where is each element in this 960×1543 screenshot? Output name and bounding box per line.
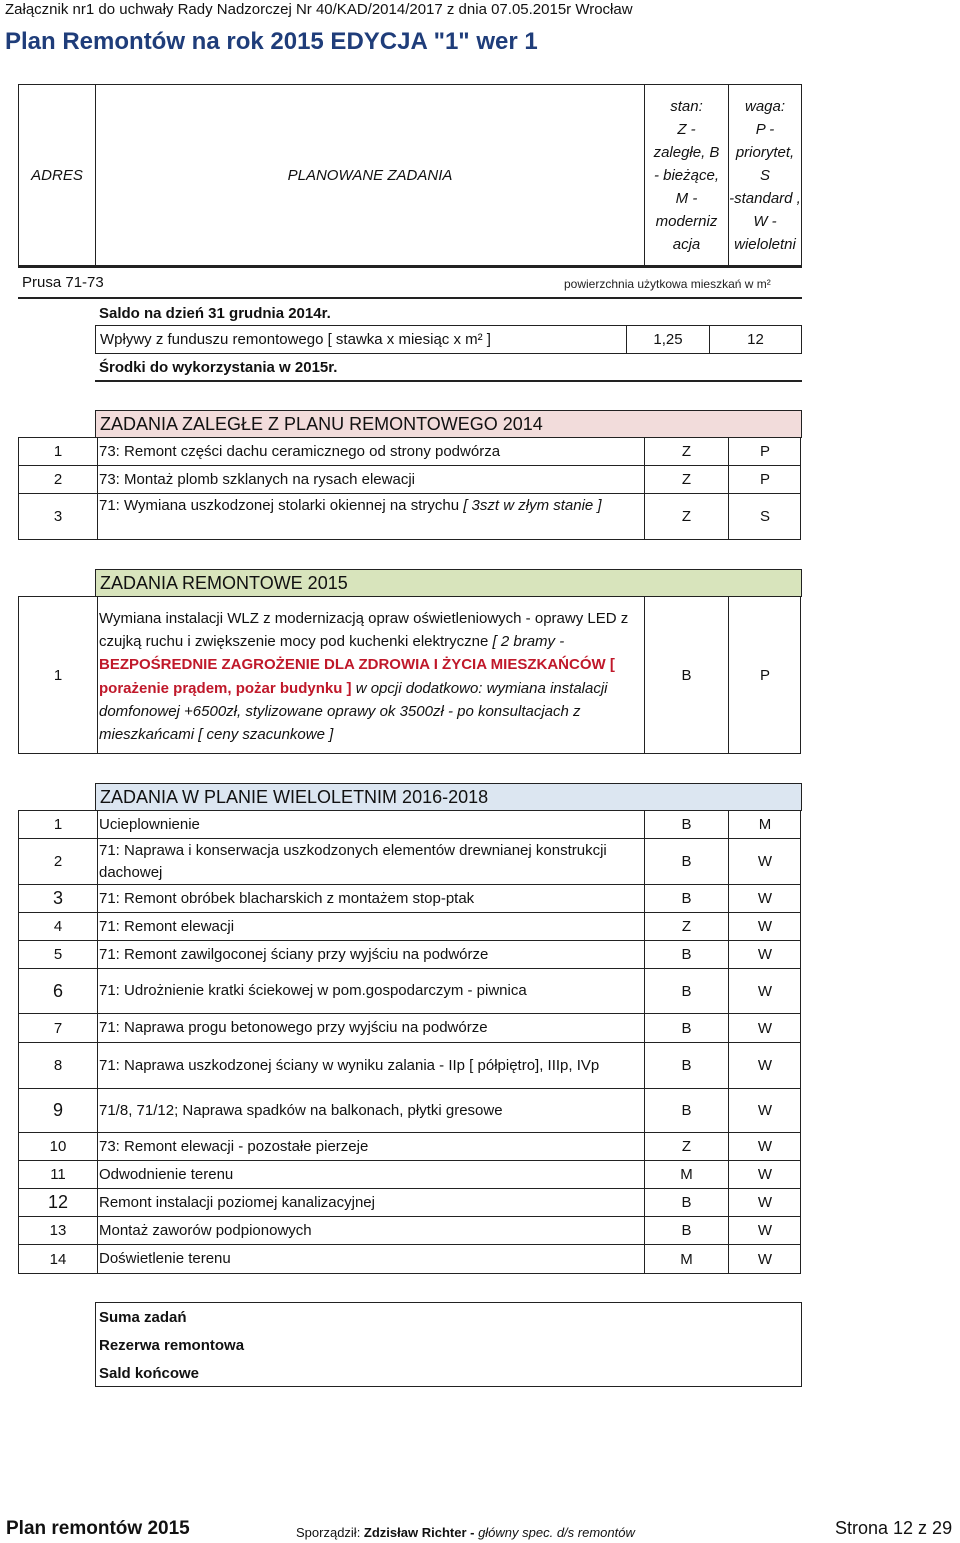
row-description: Montaż zaworów podpionowych: [99, 1217, 645, 1244]
table-row: [18, 466, 801, 494]
table-row: [18, 597, 801, 754]
row-waga: P: [759, 471, 770, 488]
area-label: powierzchnia użytkowa mieszkań w m²: [564, 277, 771, 291]
row-description: 73: Remont elewacji - pozostałe pierzeje: [99, 1133, 645, 1160]
row-stan: B: [645, 1014, 729, 1042]
column-adres: ADRES: [19, 85, 96, 265]
row-stan: B: [645, 941, 729, 968]
row-number: 2: [19, 839, 98, 884]
waga-line: P -: [755, 120, 775, 138]
row-stan: B: [645, 1189, 729, 1216]
row-number: 3: [19, 885, 98, 912]
row-description: Ucieplownienie: [99, 811, 645, 838]
waga-line: -standard ,: [729, 189, 801, 207]
row-stan: B: [645, 1043, 729, 1088]
row-description: [99, 597, 645, 753]
row-waga: S: [759, 508, 770, 525]
section-zalegle-title: ZADANIA ZALEGŁE Z PLANU REMONTOWEGO 2014: [95, 410, 802, 438]
row-stan: B: [645, 885, 729, 912]
row-stan: B: [645, 811, 729, 838]
row-description: 73: Remont części dachu ceramicznego od strony podwórza: [99, 438, 645, 465]
row-stan: B: [645, 969, 729, 1013]
row-description: [99, 494, 645, 539]
row-description: 71: Udrożnienie kratki ściekowej w pom.gospodarczym - piwnica: [99, 969, 645, 1013]
row-number: 5: [19, 941, 98, 968]
row-number: 14: [19, 1245, 98, 1273]
row-number: 9: [19, 1089, 98, 1132]
row-description: 71: Remont zawilgoconej ściany przy wyjściu na podwórze: [99, 941, 645, 968]
miesiace-value: 12: [747, 331, 764, 348]
row-waga: W: [757, 1250, 773, 1268]
wplywy-row: [95, 325, 802, 354]
footer-prepared: [296, 1525, 635, 1540]
row-stan: M: [645, 1245, 729, 1273]
row-number: 4: [19, 913, 98, 940]
table-row: [18, 969, 801, 1014]
building-divider: [18, 297, 802, 299]
stan-line: - bieżące,: [653, 166, 720, 184]
row-description: 71: Naprawa uszkodzonej ściany w wyniku zalania - IIp [ półpiętro], IIIp, IVp: [99, 1043, 645, 1088]
row-description: 73: Montaż plomb szklanych na rysach elewacji: [99, 466, 645, 493]
column-header-table: [18, 84, 802, 266]
row-waga: W: [757, 853, 773, 870]
row-waga: P: [759, 666, 770, 684]
row-description: 71/8, 71/12; Naprawa spadków na balkonach, płytki gresowe: [99, 1089, 645, 1132]
row-stan: B: [645, 597, 729, 753]
summary-rezerwa: Rezerwa remontowa: [99, 1336, 245, 1354]
row-waga: W: [757, 1057, 773, 1074]
column-stan: [645, 85, 729, 265]
row-number: 7: [19, 1014, 98, 1042]
table-row: [18, 913, 801, 941]
row-description-text: 71: Wymiana uszkodzonej stolarki okiennej na strychu: [99, 497, 464, 514]
waga-line: W -: [753, 212, 777, 230]
row-number: 10: [19, 1133, 98, 1160]
table-row: [18, 885, 801, 913]
row-description: Odwodnienie terenu: [99, 1161, 645, 1188]
row-description: 71: Naprawa progu betonowego przy wyjściu na podwórze: [99, 1014, 645, 1042]
row-stan: Z: [645, 913, 729, 940]
row-description: 71: Remont obróbek blacharskich z montażem stop-ptak: [99, 885, 645, 912]
document-note: Załącznik nr1 do uchwały Rady Nadzorczej Nr 40/KAD/2014/2017 z dnia 07.05.2015r Wrocław: [5, 1, 633, 18]
row-waga: P: [759, 443, 770, 460]
row-waga: W: [757, 1222, 773, 1239]
row-waga: M: [758, 816, 772, 833]
row-number: 8: [19, 1043, 98, 1088]
row-number: 13: [19, 1217, 98, 1244]
row-waga: W: [757, 946, 773, 963]
row-waga: W: [757, 1019, 773, 1037]
page-number: Strona 12 z 29: [835, 1518, 953, 1538]
row-waga: W: [757, 982, 773, 1000]
table-row: [18, 1189, 801, 1217]
danger-warning: BEZPOŚREDNIE ZAGROŻENIE DLA ZDROWIA I ŻYCIA MIESZKAŃCÓW [ porażenie prądem, pożar budynku ]: [99, 656, 615, 697]
table-row: [18, 494, 801, 540]
column-waga: [729, 85, 801, 265]
column-planowane-zadania: PLANOWANE ZADANIA: [96, 85, 645, 265]
table-row: [18, 941, 801, 969]
table-row: [18, 1089, 801, 1133]
row-number: 1: [19, 597, 98, 753]
row-description: 71: Naprawa i konserwacja uszkodzonych elementów drewnianej konstrukcji dachowej: [99, 839, 645, 884]
row-stan: Z: [645, 466, 729, 493]
srodki-divider: [95, 380, 802, 382]
prepared-label: Sporządził:: [296, 1525, 364, 1540]
wplywy-label: Wpływy z funduszu remontowego [ stawka x miesiąc x m² ]: [100, 331, 491, 348]
waga-line: wieloletni: [734, 235, 796, 253]
row-description-note: [ 2 bramy -: [492, 633, 565, 651]
section-wieloletni-title: ZADANIA W PLANIE WIELOLETNIM 2016-2018: [95, 783, 802, 811]
building-address: Prusa 71-73: [22, 274, 104, 291]
header-divider: [18, 265, 802, 268]
stan-line: stan:: [670, 97, 703, 115]
row-waga: W: [757, 890, 773, 907]
row-description-text: Wymiana instalacji WLZ z modernizacją opraw oświetleniowych - oprawy LED z czujką ruchu i zwiększenie mocy pod kuchenki elektryczne: [99, 610, 629, 651]
row-waga: W: [757, 1102, 773, 1119]
srodki-label: Środki do wykorzystania w 2015r.: [99, 359, 338, 376]
table-row: [18, 1245, 801, 1274]
table-row: [18, 839, 801, 885]
footer-title: Plan remontów 2015: [6, 1518, 190, 1539]
row-stan: B: [645, 1217, 729, 1244]
prepared-role: główny spec. d/s remontów: [478, 1525, 635, 1540]
table-row: [18, 438, 801, 466]
stan-line: moderniz: [655, 212, 718, 230]
waga-line: waga:: [744, 97, 786, 115]
summary-suma: Suma zadań: [99, 1308, 187, 1326]
table-row: [18, 1043, 801, 1089]
row-waga: W: [757, 1166, 773, 1183]
row-number: 1: [19, 811, 98, 838]
row-waga: W: [757, 1194, 773, 1211]
row-waga: W: [757, 918, 773, 935]
table-row: [18, 1217, 801, 1245]
stan-line: M -: [675, 189, 698, 207]
table-row: [18, 1014, 801, 1043]
stan-line: Z -: [677, 120, 696, 138]
row-number: 12: [19, 1189, 98, 1216]
stan-line: acja: [672, 235, 701, 253]
row-number: 6: [19, 969, 98, 1013]
row-number: 3: [19, 494, 98, 539]
row-stan: B: [645, 1089, 729, 1132]
row-number: 1: [19, 438, 98, 465]
row-stan: Z: [645, 1133, 729, 1160]
summary-box: [95, 1302, 802, 1387]
stan-line: zaległe, B: [653, 143, 720, 161]
table-row: [18, 1133, 801, 1161]
row-stan: Z: [645, 438, 729, 465]
section-remontowe-title: ZADANIA REMONTOWE 2015: [95, 569, 802, 597]
row-waga: W: [757, 1138, 773, 1155]
row-description-note: [ 3szt w złym stanie ]: [463, 497, 602, 514]
saldo-label: Saldo na dzień 31 grudnia 2014r.: [99, 305, 331, 322]
table-row: [18, 1161, 801, 1189]
row-number: 2: [19, 466, 98, 493]
row-stan: B: [645, 839, 729, 884]
row-number: 11: [19, 1161, 98, 1188]
row-description: Doświetlenie terenu: [99, 1245, 645, 1273]
row-stan: M: [645, 1161, 729, 1188]
waga-line: priorytet, S: [735, 143, 795, 184]
page-title: Plan Remontów na rok 2015 EDYCJA "1" wer 1: [5, 28, 538, 55]
row-description-option: w opcji dodatkowo: wymiana instalacji domfonowej +6500zł, stylizowane oprawy ok 3500zł - po konsultacjach z mieszkańcami [ ceny szacunkowe ]: [99, 679, 608, 744]
row-description: Remont instalacji poziomej kanalizacyjnej: [99, 1189, 645, 1216]
row-stan: Z: [645, 494, 729, 539]
prepared-name: Zdzisław Richter -: [363, 1525, 479, 1540]
table-row: [18, 811, 801, 839]
summary-saldo: Sald końcowe: [99, 1364, 200, 1382]
stawka-value: 1,25: [626, 326, 710, 353]
row-description: 71: Remont elewacji: [99, 913, 645, 940]
